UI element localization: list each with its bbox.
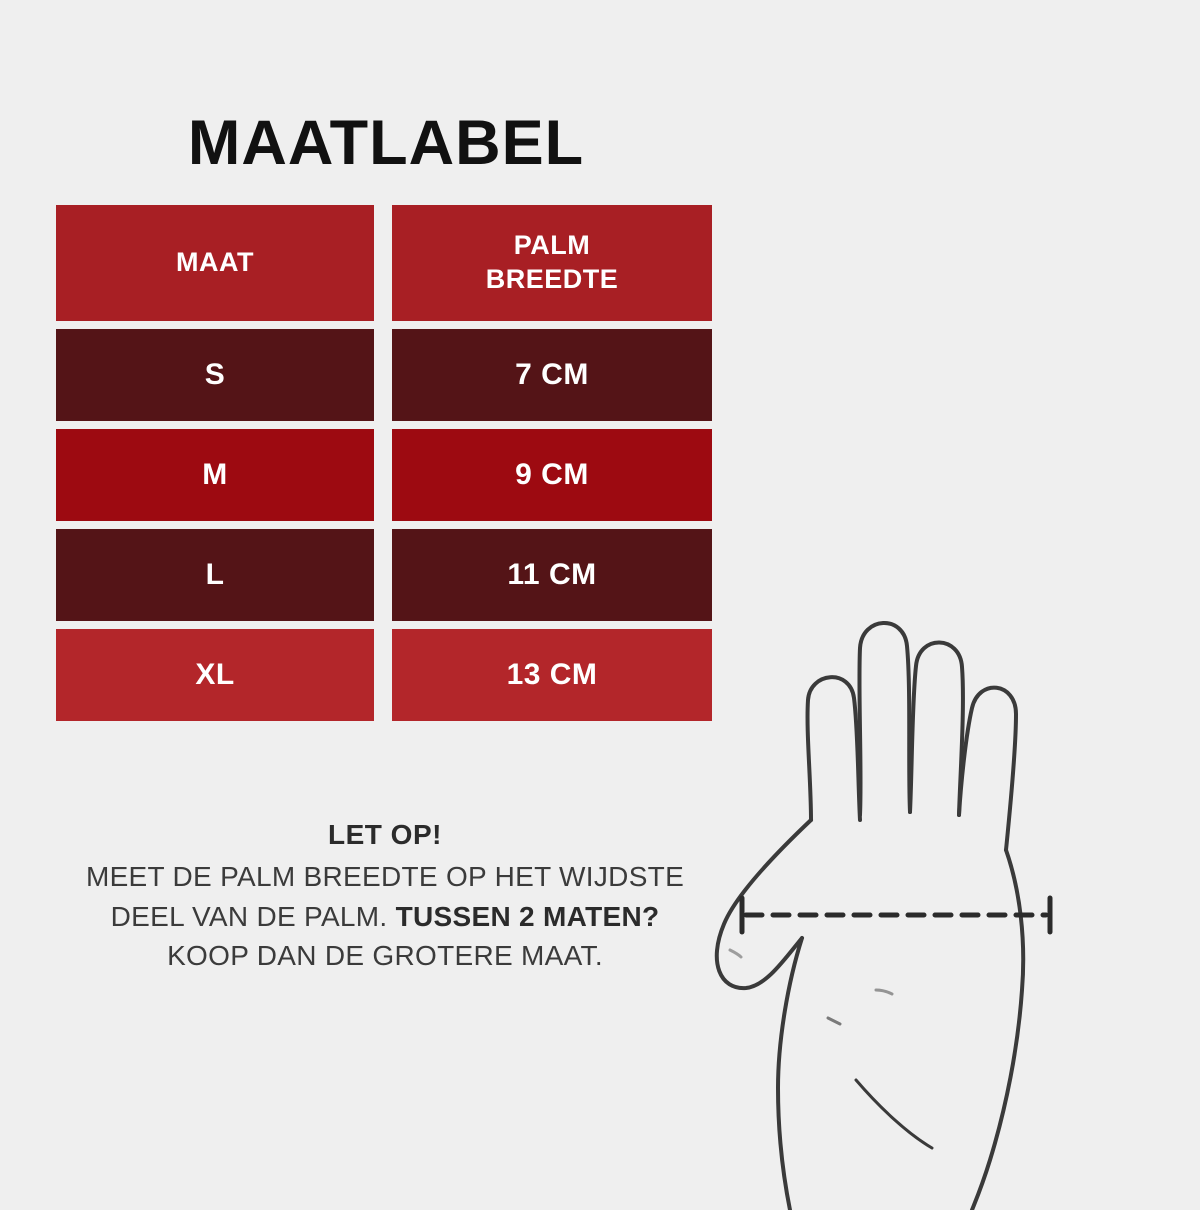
cell-palm-width: 7 CM: [392, 329, 712, 421]
note-line-2-plain: DEEL VAN DE PALM.: [110, 900, 388, 932]
cell-size: XL: [56, 629, 374, 721]
table-row: [56, 429, 712, 521]
note-line-2: [40, 897, 730, 937]
size-table: [56, 205, 712, 729]
hand-illustration: [680, 520, 1200, 1210]
note-line-2-strong: TUSSEN 2 MATEN?: [395, 900, 660, 932]
cell-palm-width: 11 CM: [392, 529, 712, 621]
cell-palm-width: 9 CM: [392, 429, 712, 521]
table-header-palm-width-line1: PALM: [513, 230, 591, 261]
palm-width-measure-line: [742, 898, 1050, 932]
note-line-3: KOOP DAN DE GROTERE MAAT.: [167, 940, 603, 972]
table-header-row: [56, 205, 712, 321]
table-header-palm-width: [392, 205, 712, 321]
cell-palm-width: 13 CM: [392, 629, 712, 721]
note-line-1: MEET DE PALM BREEDTE OP HET WIJDSTE: [85, 860, 685, 892]
page-title: MAATLABEL: [187, 108, 585, 178]
note-block: [40, 815, 730, 976]
table-header-palm-width-line2: BREEDTE: [485, 264, 619, 294]
table-row: [56, 529, 712, 621]
cell-size: M: [56, 429, 374, 521]
table-header-size: MAAT: [56, 205, 374, 321]
cell-size: L: [56, 529, 374, 621]
cell-size: S: [56, 329, 374, 421]
table-row: [56, 629, 712, 721]
table-row: [56, 329, 712, 421]
note-heading: LET OP!: [328, 819, 442, 850]
